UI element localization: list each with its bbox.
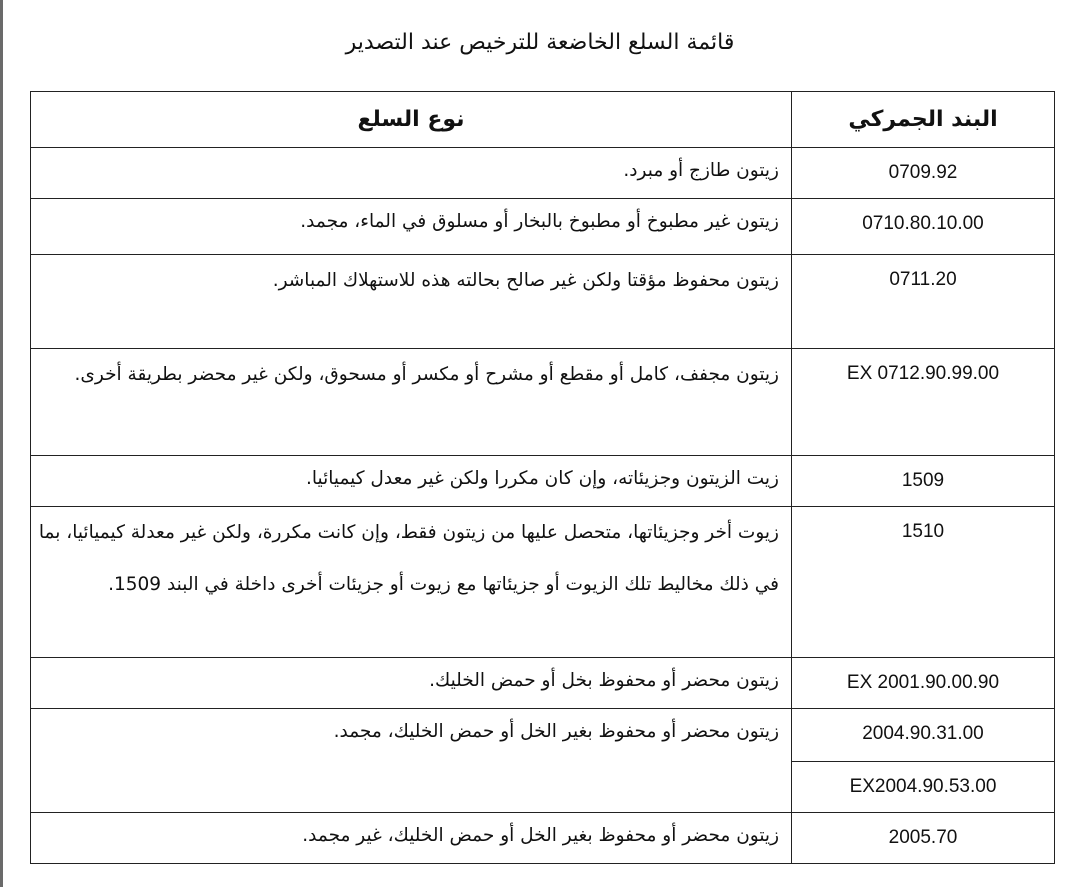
header-customs-code: البند الجمركي bbox=[792, 92, 1055, 148]
table-row bbox=[31, 456, 1055, 507]
goods-description-cell bbox=[31, 456, 792, 507]
goods-description-cell bbox=[31, 507, 792, 658]
customs-code-cell bbox=[792, 658, 1055, 709]
table-row bbox=[31, 255, 1055, 349]
header-goods-type: نوع السلع bbox=[31, 92, 792, 148]
table-row bbox=[31, 199, 1055, 255]
customs-code-cell bbox=[792, 709, 1055, 762]
goods-description: زيتون غير مطبوخ أو مطبوخ بالبخار أو مسلوق في الماء، مجمد. bbox=[300, 211, 779, 232]
table-row bbox=[31, 813, 1055, 864]
customs-code: 1510 bbox=[901, 521, 945, 542]
goods-description: زيتون محضر أو محفوظ بغير الخل أو حمض الخليك، غير مجمد. bbox=[302, 825, 779, 846]
customs-code-cell bbox=[792, 349, 1055, 456]
customs-code: 2004.90.31.00 bbox=[862, 723, 984, 744]
customs-code: EX 2001.90.00.90 bbox=[846, 672, 1000, 693]
customs-code-cell bbox=[792, 255, 1055, 349]
customs-code: 2005.70 bbox=[888, 827, 958, 848]
table-row bbox=[31, 658, 1055, 709]
goods-description-cell bbox=[31, 709, 792, 813]
customs-code-cell bbox=[792, 813, 1055, 864]
customs-code-cell bbox=[792, 507, 1055, 658]
goods-description-cell bbox=[31, 199, 792, 255]
goods-description: زيتون مجفف، كامل أو مقطع أو مشرح أو مكسر أو مسحوق، ولكن غير محضر بطريقة أخرى. bbox=[74, 364, 779, 385]
customs-code: 1509 bbox=[901, 470, 945, 491]
page-title: قائمة السلع الخاضعة للترخيص عند التصدير bbox=[345, 30, 735, 55]
customs-code: 0709.92 bbox=[888, 162, 958, 183]
goods-table bbox=[30, 91, 1055, 864]
customs-code: EX2004.90.53.00 bbox=[849, 776, 997, 797]
goods-description-cell bbox=[31, 148, 792, 199]
customs-code-cell bbox=[792, 762, 1055, 813]
customs-code: 0710.80.10.00 bbox=[862, 213, 984, 234]
customs-code: 0711.20 bbox=[889, 269, 957, 290]
goods-description: زيتون محضر أو محفوظ بغير الخل أو حمض الخليك، مجمد. bbox=[333, 721, 779, 742]
goods-description: زيتون طازج أو مبرد. bbox=[623, 160, 779, 181]
goods-description-cell bbox=[31, 349, 792, 456]
goods-description-cell bbox=[31, 658, 792, 709]
left-border-line bbox=[0, 0, 3, 887]
customs-code-cell bbox=[792, 456, 1055, 507]
table-row bbox=[31, 709, 1055, 762]
goods-description-cell bbox=[31, 255, 792, 349]
customs-code-cell bbox=[792, 199, 1055, 255]
goods-description-cell bbox=[31, 813, 792, 864]
goods-description: زيتون محفوظ مؤقتا ولكن غير صالح بحالته هذه للاستهلاك المباشر. bbox=[272, 270, 779, 291]
customs-code: EX 0712.90.99.00 bbox=[846, 363, 1000, 384]
table-row bbox=[31, 349, 1055, 456]
table-row bbox=[31, 507, 1055, 658]
goods-description: زيوت أخر وجزيئاتها، متحصل عليها من زيتون فقط، وإن كانت مكررة، ولكن غير معدلة كيميائيا، بما في ذلك مخاليط تلك الزيوت أو جزيئاتها مع زيوت أو جزيئات أخرى داخلة في البند 1509. bbox=[38, 522, 779, 595]
goods-description: زيت الزيتون وجزيئاته، وإن كان مكررا ولكن غير معدل كيميائيا. bbox=[306, 468, 779, 489]
table-row bbox=[31, 148, 1055, 199]
customs-code-cell bbox=[792, 148, 1055, 199]
goods-description: زيتون محضر أو محفوظ بخل أو حمض الخليك. bbox=[429, 670, 779, 691]
